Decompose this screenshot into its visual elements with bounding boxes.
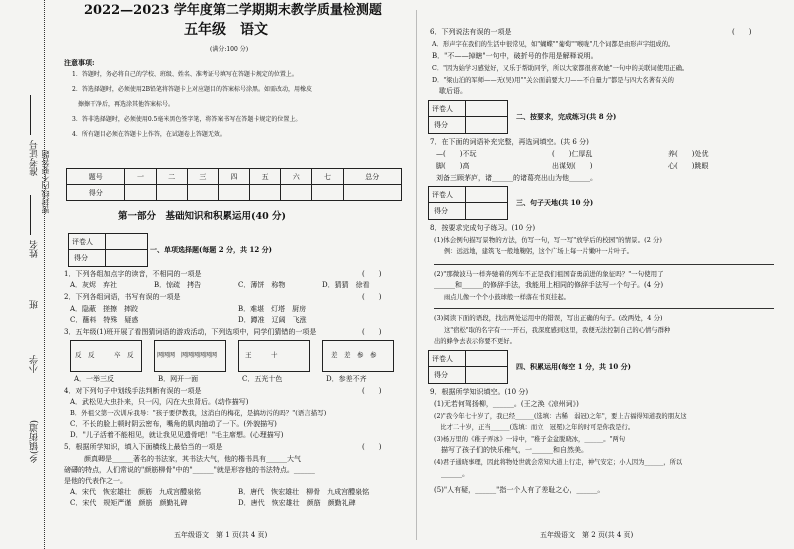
score-head-cell: 三	[187, 169, 218, 185]
full-score: (满分:100 分)	[210, 46, 249, 53]
question-text: 是他的代表作之一。	[64, 477, 127, 485]
question-1: 1．下列各组加点字的读音，不相同的一项是	[64, 270, 202, 278]
fill-item[interactable]: 描写了孩子们的快乐稚气，一______和自然美。	[434, 446, 588, 454]
page-1-footer: 五年级语文 第 1 页(共 4 页)	[174, 531, 268, 539]
option[interactable]: D．唐代 恢宏雄壮 颜筋 颜勤礼碑	[238, 499, 356, 507]
option[interactable]: D．蹲准 辽阔 飞涨	[238, 316, 307, 324]
score-head-cell: 七	[312, 169, 343, 185]
score-cell[interactable]	[218, 185, 249, 201]
fill-item[interactable]: (3)杨万里的《稚子弄冰》一诗中，"稚子金盆脱晓冰，______。"两句	[434, 436, 626, 443]
score-cell[interactable]	[312, 185, 343, 201]
score-head-cell: 题号	[67, 169, 125, 185]
exam-no-blank	[30, 95, 31, 135]
section-4-heading: 四、积累运用(每空 1 分，共 10 分)	[516, 362, 631, 371]
puzzle-box-b	[154, 340, 226, 372]
part-1-heading: 第一部分 基础知识和积累运用(40 分)	[118, 211, 287, 222]
grader-box	[428, 100, 508, 134]
cut-line-text: 密封线内不要答题	[41, 150, 50, 214]
option[interactable]: D．"梁山泊的军师——无(吴)用""关公面前要大刀——不自量力"都是与四大名著有关的	[432, 77, 674, 84]
exam-no-label: 准考证号	[30, 140, 40, 176]
option[interactable]: C．宋代 规矩严谨 颜筋 颜勤礼碑	[70, 499, 188, 507]
section-1-heading: 一、单项选择题(每题 2 分，共 12 分)	[150, 245, 272, 254]
answer-paren[interactable]: ( )	[732, 28, 752, 36]
score-row-label: 得分	[67, 185, 125, 201]
option[interactable]: B．难堪 灯塔 厨房	[238, 305, 307, 313]
idiom-blank[interactable]: ( )仁厚乱	[552, 150, 593, 158]
option[interactable]: C．蘸料 特殊 疑惑	[70, 316, 139, 324]
notice-1: 1．答题时，务必将自己的学校、班级、姓名、准考证号填写在答题卡规定的位置上。	[72, 71, 298, 78]
answer-paren[interactable]: ( )	[362, 293, 382, 301]
name-label: 姓名	[30, 240, 40, 258]
score-cell[interactable]	[343, 185, 401, 201]
score-cell[interactable]	[281, 185, 312, 201]
option[interactable]: C．薄饼 称物	[238, 281, 286, 289]
question-text: 磅礴的特点，人们常说的"颜筋柳骨"中的"______"就是形容他的书法特点。______	[64, 466, 315, 474]
binding-margin	[0, 0, 62, 549]
grader-label: 评卷人	[432, 105, 453, 113]
idiom-blank[interactable]: 脚( )高	[436, 162, 470, 170]
score-cell[interactable]	[250, 185, 281, 201]
question-7: 7．在下面的词语补充完整，再选词填空。(共 6 分)	[430, 138, 589, 146]
option[interactable]: A．一举三反	[74, 375, 115, 383]
grader-label: 评卷人	[72, 238, 93, 246]
notice-heading: 注意事项:	[64, 58, 95, 67]
example-text: 雨点儿像一个个小鼓球般一样落在书页挂起。	[444, 294, 570, 301]
puzzle-box-a	[70, 340, 142, 372]
section-3-heading: 三、句子天地(共 10 分)	[516, 198, 594, 207]
example-text: 例：远远地，建筑飞一般地鞠躬，这个广场上每一片嫩叶一片叶子。	[444, 248, 633, 255]
score-label: 得分	[74, 254, 88, 262]
score-head-cell: 六	[281, 169, 312, 185]
answer-paren[interactable]: ( )	[362, 443, 382, 451]
sub-question: ______和______的修辞手法，我能用上相同的修辞手法写一个句子。(4 分)	[434, 281, 664, 289]
example-text: 出的蜂争去表示你要不更好。	[434, 338, 516, 345]
fill-item[interactable]: (5)"人有疑，______"指一个人有了差耻之心，______。	[434, 486, 605, 494]
option[interactable]: A．形声字在我们的生活中很常见，如"蝴蝶""葡萄""喉咙"几个词都是由形声字组成的。	[432, 41, 675, 48]
answer-paren[interactable]: ( )	[362, 270, 382, 278]
notice-2b: 擦擦干净后，再选涂其他答案标号。	[72, 101, 175, 108]
question-2: 2．下列各组词语，书写有误的一项是	[64, 293, 181, 301]
exam-title: 2022—2023 学年度第二学期期末教学质量检测题	[84, 3, 382, 18]
puzzle-text: 王 十	[245, 351, 278, 359]
page-2	[422, 0, 782, 549]
notice-3: 3．答非选择题时，必须使用0.5毫米黑色签字笔，将答案书写在答题卡规定的位置上。	[72, 116, 302, 123]
grader-label: 评卷人	[432, 191, 453, 199]
notice-4: 4．所有题目必须在答题卡上作答，在试题卷上答题无效。	[72, 131, 226, 138]
question-9: 9．根据所学知识填空。(10 分)	[430, 388, 529, 396]
option[interactable]: A．灰烬 弃社	[70, 281, 118, 289]
score-head-cell: 四	[218, 169, 249, 185]
school-label: 小学	[30, 355, 40, 373]
fill-item[interactable]: ______。	[434, 470, 469, 478]
score-head-cell: 总分	[343, 169, 401, 185]
puzzle-text: 差 差 参 参	[331, 351, 377, 359]
answer-paren[interactable]: ( )	[362, 328, 382, 336]
sub-question: (1)体会例句描写景物的方法，仿写一句，写一写"放学后的校园"的情景。(2 分)	[434, 236, 662, 244]
puzzle-text: 反 反 卒 反	[75, 351, 134, 359]
option[interactable]: B．外祖父第一次训斥我导："孩子要伊教我，这消白的梅花，是搞坊污的吗？"(语言描写)	[70, 409, 327, 417]
seal-line	[44, 0, 45, 549]
class-label: 班	[30, 300, 40, 309]
fill-item[interactable]: (2)"我今年七十岁了，我已经______(选填：古稀 弱冠)之年"，要上吉福得知道我的朋友这	[434, 413, 687, 420]
answer-paren[interactable]: ( )	[362, 387, 382, 395]
option[interactable]: C．"因为始学习感觉好，又乐于帮助同学，所以大家都很喜欢她"一句中的关联词使用正确。	[432, 65, 689, 72]
answer-line[interactable]	[434, 302, 774, 309]
score-cell[interactable]	[125, 185, 156, 201]
score-label: 得分	[434, 207, 448, 215]
option[interactable]: B．惊疏 拷告	[154, 281, 202, 289]
option[interactable]: 歇后语。	[432, 87, 467, 95]
option[interactable]: A．隐蔽 搓擦 摔跤	[70, 305, 139, 313]
idiom-blank[interactable]: 养( )处优	[668, 150, 709, 158]
option[interactable]: D．"儿子活着不能相见，就让我见见遗骨吧！"毛主席想。(心理描写)	[70, 431, 284, 439]
grader-label: 评卷人	[432, 355, 453, 363]
option[interactable]: A．武松见大虫扑来，只一闪，闪在大虫背后。(动作描写)	[70, 398, 249, 406]
example-text: 这"宿松"取的名字有一一开石，我深度感到这里，我便无法控制自己的心情与群种	[444, 327, 671, 334]
sub-question: (2)"那微波马一样奔驰着的列车不正是我们祖国奋勇前进的象征吗？"一句使用了	[434, 270, 664, 278]
question-8: 8．按要求完成句子练习。(10 分)	[430, 224, 536, 232]
section-2-heading: 二、按要求，完成练习(共 8 分)	[516, 112, 617, 121]
page-2-footer: 五年级语文 第 2 页(共 4 页)	[540, 531, 634, 539]
option[interactable]: C．不长的脸上顿时阴云密布，嘴角的肌肉抽动了一下。(外貌描写)	[70, 420, 277, 428]
score-cell[interactable]	[187, 185, 218, 201]
puzzle-text: 网网网 网网网网网网	[157, 352, 218, 359]
page-1	[62, 0, 410, 549]
option[interactable]: D．猜猜 徐看	[322, 281, 370, 289]
score-head-cell: 二	[156, 169, 187, 185]
question-text: 颜真卿是______著名的书法家，其书法大气，他的楷书具有______大气	[70, 455, 301, 463]
question-6: 6．下列说法有误的一项是	[430, 28, 512, 36]
score-head-cell: 一	[125, 169, 156, 185]
option[interactable]: D．参差不齐	[326, 375, 367, 383]
sub-question: (3)阅读下面的语段，找出两处运用中的错误，写出正确的句子。(改两处，4 分)	[434, 314, 663, 322]
score-cell[interactable]	[156, 185, 187, 201]
name-blank	[30, 195, 31, 235]
puzzle-box-c	[238, 340, 310, 372]
page-divider	[416, 10, 417, 540]
grader-box	[428, 350, 508, 384]
fill-item[interactable]: 比才二十岁，正当______(选填：而立 冠冕)之年的时可是你我是行。	[434, 424, 635, 431]
option[interactable]: B．唐代 恢宏雄壮 柳骨 九成宫醴泉铭	[238, 488, 370, 496]
fill-item[interactable]: (1)无若何驾扬柳，______。(王之涣《凉州词》)	[434, 400, 579, 408]
option[interactable]: A．宋代 恢宏雄壮 颜筋 九成宫醴泉铭	[70, 488, 202, 496]
score-label: 得分	[434, 121, 448, 129]
idiom-blank[interactable]: 出谋划( )	[552, 162, 593, 170]
question-4: 4．对下列句子中划线手法判断有误的一项是	[64, 387, 202, 395]
option[interactable]: B．"不——掉瞎"一句中，破折号的作用是解释说明。	[432, 52, 598, 60]
puzzle-box-d	[322, 340, 394, 372]
town-label: 乡(镇街道)	[30, 420, 40, 464]
score-table	[66, 168, 402, 201]
idiom-blank[interactable]: 心( )跳眼	[668, 162, 709, 170]
notice-2: 2．答选择题时，必须使用2B铅笔将答题卡上对应题目的答案标号涂黑。如需改动，用橡皮	[72, 86, 313, 93]
option[interactable]: C．五光十色	[242, 375, 283, 383]
score-head-cell: 五	[250, 169, 281, 185]
grader-box	[68, 233, 148, 267]
question-3: 3．五年级(1)班开展了看图猜词语的游戏活动，下列选项中，同学们猜错的一项是	[64, 328, 317, 336]
idiom-blank[interactable]: —( )不玩	[436, 150, 477, 158]
fill-sentence[interactable]: 刘备三顾茅庐，诸______的诸葛亮出山为他______。	[436, 174, 597, 182]
score-label: 得分	[434, 371, 448, 379]
exam-subtitle: 五年级 语文	[184, 22, 268, 38]
fill-item[interactable]: (4)君子通晓事理，因此将物处世就会常知大道上行走，神气安定；小人因为______，所以	[434, 459, 683, 466]
grader-box	[428, 186, 508, 220]
answer-line[interactable]	[434, 258, 774, 265]
question-5: 5．根据所学知识，填入下面横线上最恰当的一项是	[64, 443, 223, 451]
option[interactable]: B．网开一面	[158, 375, 199, 383]
